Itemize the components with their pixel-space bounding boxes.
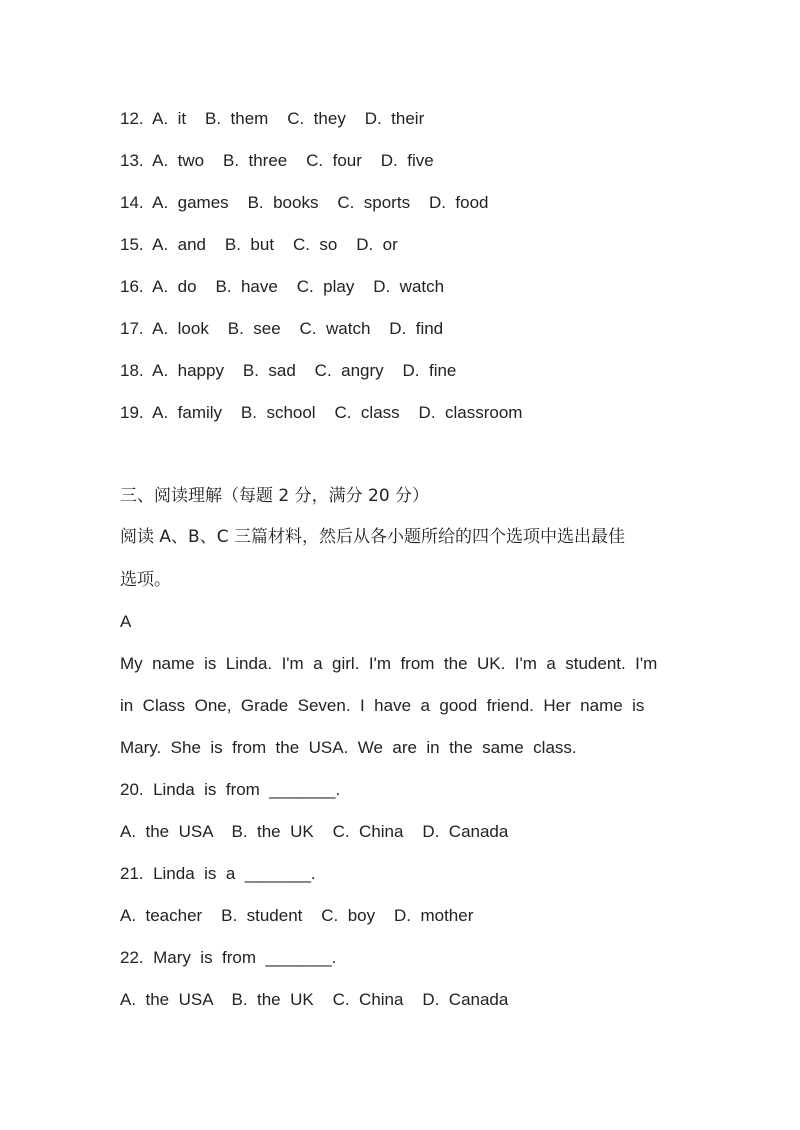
question-21-stem: 21. Linda is a _______. [120, 864, 316, 883]
passage-line-1: My name is Linda. I'm a girl. I'm from the UK. I'm a student. I'm [120, 654, 658, 673]
question-20-options: A. the USA B. the UK C. China D. Canada [120, 822, 509, 841]
question-20-stem: 20. Linda is from _______. [120, 780, 341, 799]
passage-line-3: Mary. She is from the USA. We are in the same class. [120, 738, 577, 757]
question-22-options: A. the USA B. the UK C. China D. Canada [120, 990, 509, 1009]
question-12: 12. A. it B. them C. they D. their [120, 109, 425, 128]
section-instruction-line-2: 选项。 [120, 570, 171, 590]
question-14: 14. A. games B. books C. sports D. food [120, 193, 489, 212]
question-13: 13. A. two B. three C. four D. five [120, 151, 434, 170]
passage-line-2: in Class One, Grade Seven. I have a good friend. Her name is [120, 696, 645, 715]
section-heading: 三、阅读理解（每题 2 分，满分 20 分） [120, 486, 430, 506]
question-21-options: A. teacher B. student C. boy D. mother [120, 906, 474, 925]
section-instruction-line-1: 阅读 A、B、C 三篇材料，然后从各小题所给的四个选项中选出最佳 [120, 527, 625, 547]
passage-label: A [120, 612, 132, 631]
question-17: 17. A. look B. see C. watch D. find [120, 319, 444, 338]
question-19: 19. A. family B. school C. class D. classroom [120, 403, 523, 422]
question-18: 18. A. happy B. sad C. angry D. fine [120, 361, 457, 380]
question-16: 16. A. do B. have C. play D. watch [120, 277, 445, 296]
question-15: 15. A. and B. but C. so D. or [120, 235, 398, 254]
question-22-stem: 22. Mary is from _______. [120, 948, 337, 967]
